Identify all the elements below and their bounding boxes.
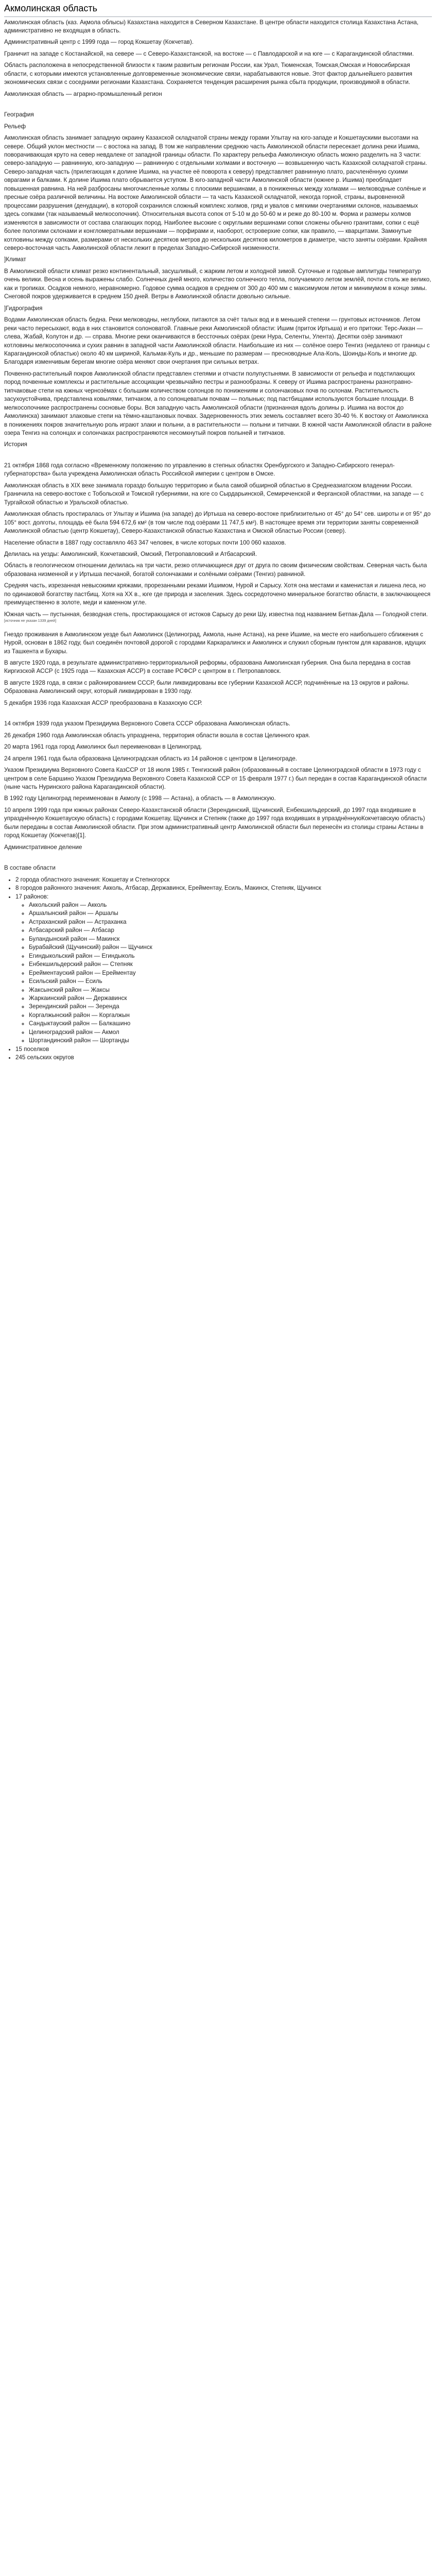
climate-paragraph: В Акмолинской области климат резко континентальный, засушливый, с жарким летом и холодной зимой. Суточные и годовые амплитуды температур очень велики. Весна и осень выражены слабо. Солнечных дней много, количество солнечного тепла, получаемого летом землёй, почти столь же велико, как и тропиках. Осадков немного, неравномерно. Годовое сумма осадков в среднем от 300 до 400 мм с максимумом летом и минимумом в конце зимы. Снеговой покров удерживается в среднем 150 дней. Ветры в Акмолинской области довольно сильные.	[4, 267, 431, 300]
composition-heading: В составе области	[4, 865, 56, 872]
district-item: ◦ Енбекшильдерский район — Степняк	[29, 960, 432, 969]
hydrography-paragraph: Водами Акмолинская область бедна. Реки мелководны, неглубоки, питаются за счёт талых вод и в меньшей степени — грунтовых источников. Летом реки часто пересыхают, вода в них становится солоноватой. Главные реки Акмолинской области: Ишим (приток Иртыша) и его притоки: Терс-Аккан — слева, Жабай, Колутон и др. — справа. Многие реки оканчиваются в бессточных озёрах (реки Нура, Селенты, Улента). Десятки озёр занимают котловины мелкосопочника и сухих равнин в западной части Акмолинской области. Наибольшие из них — солёное озеро Тенгиз (недалеко от границы с Карагандинской областью) около 40 км шириной, Кальмак-Куль и др., меньшие по размерам — пресноводные Ала-Коль, Шоинды-Коль и многие др. Благодаря изменчивым берегам многие озёра меняют свои очертания при сильных ветрах.	[4, 316, 430, 366]
section-heading-admin-division: Административное деление	[4, 843, 82, 851]
section-heading-history: История	[4, 441, 27, 448]
section-heading-climate: ]Климат	[4, 256, 26, 263]
list-item: • 8 городов районного значения: Акколь, Атбасар, Державинск, Ерейментау, Есиль, Макинск, Степняк, Щучинск	[15, 884, 432, 892]
page-title: Акмолинская область	[4, 2, 432, 17]
spacer	[4, 710, 432, 720]
intro-paragraph: Область расположена в непосредственной близости к таким развитым регионам России, как Урал, Тюменская, Томская,Омская и Новосибирская области, с которыми имеются установленные долговременные экономические связи, нарабатываются новые. Этот фактор дальнейшего развития экономических связи с соседними регионами Казахстана. Сохраняется тенденция расширения рынка сбыта продукции, производимой в области.	[4, 62, 412, 86]
district-item: ◦ Бурабайский (Щучинский) район — Щучинск	[29, 943, 432, 952]
history-paragraph: В августе 1928 года, в связи с районированием СССР, были ликвидированы все губернии Казахской АССР, подчинённые на 13 округов и районы. Образована Акмолинский округ, который ликвидирован в 1930 году.	[4, 679, 410, 695]
history-paragraph: Акмолинская область в XIX веке занимала гораздо большую территорию и была самой обширной областью в Среднеазиатском владении России. Граничила на северо-востоке с Тобольской и Томской губерниями, на юге со Сырдарьинской, Семиреченской и Ферганской областями, на западе — с Тургайской областью и Уральской областью.	[4, 482, 424, 506]
hydrography-heading-text: Гидрография	[6, 304, 43, 312]
vegetation-paragraph: Почвенно-растительный покров Акмолинской области представлен степями и отчасти полупустынями. В зависимости от рельефа и подстилающих пород почвенные комплексы и растительные ассоциации чрезвычайно пестры и разнообразны. К северу от Ишима распространены разнотравно-типчаковые степи на южных чернозёмах с большим количеством солонцов по понижениям и солончаковых почв по склонам. Растительность засухоустойчива, представлена ковылями, типчаком, а по солонцеватым почвам — полынью; под пастбищами используются большие площади. В мелкосопочнике распространены сосновые боры. Вся западную часть Акмолинской области (признанная вдоль долины р. Ишима на восток до Акмолинска) занимают злаковые степи на тёмно-каштановых почвах. Задерновенность этих земель составляет всего 30-40 %. К востоку от Акмолинска в понижениях покров значительную роль играют злаки и полыни, а в растительности — полыни и типчаки. В южной части Акмолинской области в районе озера Тенгиз на солонцах и солончаках распространяются несомкнутый покров полыней и типчаков.	[4, 370, 432, 437]
district-item: ◦ Астраханский район — Астраханка	[29, 918, 432, 926]
district-item: ◦ Жаркаинский район — Державинск	[29, 994, 432, 1003]
intro-paragraph: Административный центр с 1999 года — город Кокшетау (Кокчетав).	[4, 39, 194, 46]
history-paragraph: Делилась на уезды: Акмолинский, Кокчетавский, Омский, Петропавловский и Атбасарский.	[4, 551, 257, 558]
list-item	[15, 893, 432, 1045]
history-paragraph: Население области в 1887 году составляло 463 347 человек, в числе которых почти 100 060 казахов.	[4, 539, 286, 546]
intro-paragraph: Граничит на западе с Костанайской, на севере — с Северо-Казахстанской, на востоке — с Павлодарской и на юге — с Карагандинской областями.	[4, 50, 414, 57]
district-item: ◦ Аршалынский район — Аршалы	[29, 909, 432, 918]
district-item: ◦ Шортандинский район — Шортанды	[29, 1037, 432, 1045]
district-item: ◦ Жаксынский район — Жаксы	[29, 986, 432, 994]
list-item: • 245 сельских округов	[15, 1054, 432, 1062]
district-item: ◦ Коргалжынский район — Коргалжын	[29, 1011, 432, 1020]
composition-list	[4, 876, 432, 1062]
intro-section	[4, 19, 432, 99]
history-paragraph: В августе 1920 года, в результате административно-территориальной реформы, образована Акмолинская губерния. Она была передана в состав Киргизской АССР (с 1925 года — Казахская АССР) в составе РСФСР с центром в г. Петропавловск.	[4, 659, 411, 675]
spacer	[4, 452, 432, 462]
history-paragraph: 24 апреля 1961 года была образована Целиноградская область из 14 районов с центром в Целинограде.	[4, 755, 298, 762]
list-item: • 15 поселков	[15, 1045, 432, 1054]
history-paragraph	[4, 611, 432, 628]
district-item: ◦ Атбасарский район — Атбасар	[29, 926, 432, 935]
list-item: • 2 города областного значения: Кокшетау и Степногорск	[15, 876, 432, 884]
history-paragraph: 26 декабря 1960 года Акмолинская область упразднена, территория области вошла в состав Целинного края.	[4, 732, 310, 739]
district-item: ◦ Есильский район — Есиль	[29, 977, 432, 986]
section-heading-hydrography: ]Гидрография	[4, 304, 43, 312]
article	[0, 0, 436, 1070]
history-paragraph: Гнездо проживания в Акмолинском уезде был Акмолинск (Целиноград, Акмола, ныне Астана), на реке Ишиме, на месте его наибольшего сближения с Нурой, основан в 1862 году, был соединён почтовой дорогой с городами Каркаралинск и Акмолинск и служил сборным пунктом для караванов, идущих из Ташкента и Бухары.	[4, 631, 426, 655]
intro-paragraph: Акмолинская область (каз. Ақмола облысы) Казахстана находится в Северном Казахстане. В центре области находится столица Казахстана Астана, административно не входящая в область.	[4, 19, 418, 34]
section-heading-relief: Рельеф	[4, 123, 26, 130]
history-paragraph: Средняя часть, изрезанная невысокими кряжами, прорезанными реками Ишимом, Нурой и Сарысу. Хотя она местами и каменистая и лишена леса, но по одинаковой богатству пастбищ. Хотя на ХХ в., юге где природа и заселения. Здесь сосредоточено минеральное богатство области, в заключающееся преимущественно в золоте, меди и каменном угле.	[4, 582, 431, 606]
relief-paragraph: Акмолинская область занимает западную окраину Казахской складчатой страны между горами Улытау на юго-западе и Кокшетаускими высотами на севере. Общий уклон местности — с востока на запад. В том же направлении среднюю часть Акмолинской области пересекает долина реки Ишима, поворачивающая круто на север невдалеке от западной границы области. По характеру рельефа Акмолинскую область можно разделить на 3 части: северо-западную — равнинную, юго-западную — равнинную с отдельными холмами и восточную — возвышенную часть Казахской складчатой страны. Северо-западная часть (прилегающая к долине Ишима, на участке её поворота к северу) представляет равнинную плато, расчленённую сухими оврагами и балками. К долине Ишима плато обрывается уступом. В юго-западной части Акмолинской области (южнее р. Ишима) преобладает повышенная равнина. На ней разбросаны многочисленные холмы с плоскими вершинами, а в пониженных между холмами — мелководные солёные и пресные озёра различной величины. На востоке Акмолинской области — та часть Казахской складчатой, некогда горной, страны, выровненной процессами разрушения (денудации), в которой сохранился сложный комплекс холмов, гряд и увалов с мягкими очертаниями склонов, называемых здесь сопками (так называемый мелкосопочник). Относительная высота сопок от 5-10 м до 50-60 м и реже до 80-100 м. Форма и размеры холмов изменяются в зависимости от состава слагающих пород. Наиболее высокие с округлыми вершинами сопки сложены обычно гранитами, сопки с ещё более пологими склонами и конгломератными вершинами — порфирами и, наоборот, островерхие сопки, как правило, — кварцитами. Замкнутые котловины между сопками, размерами от нескольких десятков метров до нескольких десятков километров в диаметре, часто заняты озёрами. Крайняя северо-восточная часть Акмолинской области лежит в пределах Западно-Сибирской низменности.	[4, 134, 427, 251]
districts-list	[15, 901, 432, 1045]
citation-needed-text: источник не указан 1339 дней	[5, 619, 56, 623]
district-item: ◦ Аккольский район — Акколь	[29, 901, 432, 909]
history-paragraph: Акмолинская область простиралась от Улытау и Ишима (на западе) до Иртыша на северо-востоке приблизительно от 45° до 54° сев. широты и от 95° до 105° вост. долготы, площадь её была 594 672,6 км² (в том числе под озёрами 11 747,5 км²). В настоящее время эти территории заняты современной Акмолинской областью (центр Кокшетау), Северо-Казахстанской областью Казахстана и Омской областью России (север).	[4, 511, 431, 535]
history-paragraph: Указом Президиума Верховного Совета КазССР от 18 июля 1985 г. Тенгизский район (образованный в составе Целиноградской области в 1973 году с центром в селе Баршино Указом Президиума Верховного Совета Казахской ССР от 15 февраля 1977 г.) был передан в состав Карагандинской области (ныне часть Нуринского района Карагандинской области).	[4, 767, 427, 790]
history-paragraph: 5 декабря 1936 года Казахская АССР преобразована в Казахскую ССР.	[4, 699, 202, 706]
district-item: ◦ Ерейментауский район — Ерейментау	[29, 969, 432, 977]
district-item: ◦ Целиноградский район — Акмол	[29, 1028, 432, 1037]
history-paragraph: 10 апреля 1999 года при южных районах Северо-Казахстанской области (Зерендинский, Щучинский, Енбекшильдерский, до 1997 года входившие в упразднённую Кокшетаускую область) с городами Кокшетау, Щучинск и Степняк (также до 1997 года входивших в упразднённуюКокчетавскую область) были переданы в состав Акмолинской области. При этом административный центр Акмолинской области был перенесён из столицы страны Астаны в город Кокшетау (Кокчетав)[1].	[4, 806, 425, 839]
district-item: ◦ Сандыктауский район — Балкашино	[29, 1020, 432, 1028]
district-item: ◦ Зерендинский район — Зеренда	[29, 1003, 432, 1011]
history-paragraph: 20 марта 1961 года город Акмолинск был переименован в Целиноград.	[4, 743, 202, 751]
history-paragraph: В 1992 году Целиноград переименован в Акмолу (с 1998 — Астана), а область — в Акмолинскую.	[4, 795, 276, 802]
history-paragraph: Область в геологическом отношении делилась на три части, резко отличающиеся друг от друга по своим физическим свойствам. Северная часть была образована низменной и у Иртыша песчаной, богатой солончаками и солёными озёрами (Тенгиз) равниной.	[4, 562, 427, 578]
history-paragraph: 21 октября 1868 года согласно «Временному положению по управлению в степных областях Оренбургского и Западно-Сибирского генерал-губернаторства» была учреждена Акмолинская область Российской империи с центром в Омске.	[4, 462, 395, 478]
history-paragraph: 14 октября 1939 года указом Президиума Верховного Совета СССР образована Акмолинская область.	[4, 720, 290, 727]
climate-heading-text: Климат	[6, 256, 26, 263]
citation-needed[interactable]: [источник не указан 1339 дней]	[4, 619, 57, 623]
intro-paragraph: Акмолинская область — аграрно-промышленный регион	[4, 90, 162, 97]
history-text: Южная часть — пустынная, безводная степь, простирающаяся от истоков Сарысу до реки Шу, известна под названием Бетпак-Дала — Голодной степи.	[4, 611, 428, 618]
section-heading-geography: География	[4, 111, 34, 118]
district-item: ◦ Буландынский район — Макинск	[29, 935, 432, 943]
spacer	[4, 101, 432, 111]
district-item: ◦ Егиндыкольский район — Егиндыколь	[29, 952, 432, 960]
districts-label: 17 районов:	[15, 893, 49, 900]
spacer	[4, 855, 432, 864]
